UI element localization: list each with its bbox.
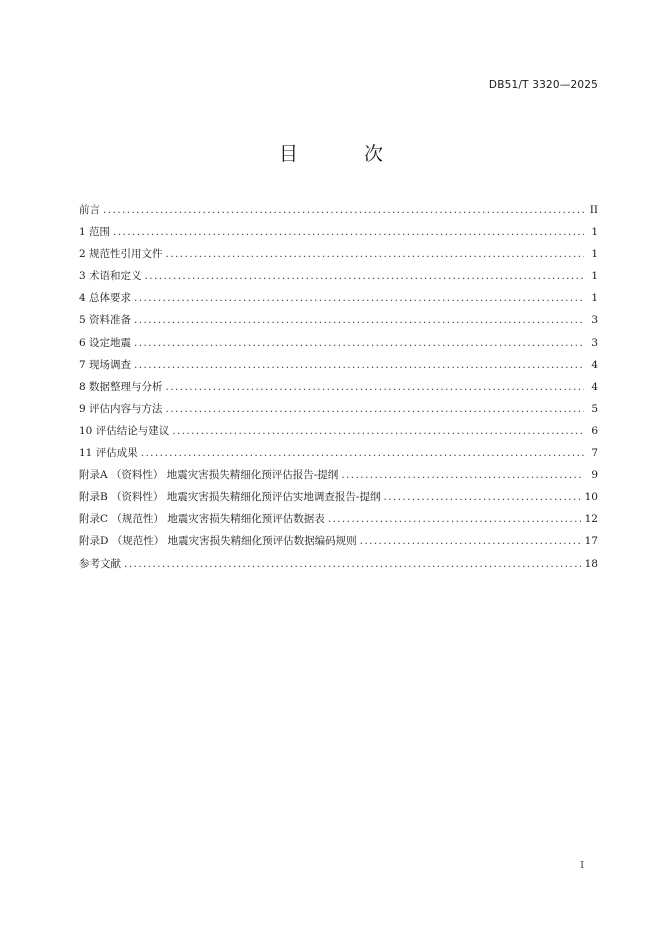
toc-leader-dots [341,464,584,486]
toc-entry-label: 9 评估内容与方法 [79,402,163,415]
toc-entry-bibliography[interactable] [79,553,598,575]
toc-leader-dots [166,376,584,398]
toc-leader-dots [166,243,584,265]
toc-entry-label: 1 范围 [79,226,111,239]
toc-entry-page: II [589,204,598,216]
toc-entry-appendix-b[interactable] [79,486,598,508]
toc-leader-dots [124,553,581,575]
toc-entry-label: 附录A （资料性） 地震灾害损失精细化预评估报告-提纲 [79,469,339,482]
toc-entry-page: 10 [584,491,598,504]
toc-entry-label: 前言 [79,204,100,216]
toc-entry-field-survey[interactable] [79,354,598,376]
toc-entry-scope[interactable] [79,221,598,243]
toc-entry-appendix-c[interactable] [79,508,598,530]
toc-leader-dots [328,508,581,530]
toc-leader-dots [383,486,580,508]
toc-entry-scenario-earthquake[interactable] [79,332,598,354]
toc-entry-results[interactable] [79,442,598,464]
toc-entry-label: 参考文献 [79,557,121,570]
toc-entry-page: 1 [591,248,598,261]
toc-entry-page: 4 [591,380,598,393]
toc-entry-page: 9 [591,469,598,482]
toc-entry-label: 8 数据整理与分析 [79,380,163,393]
toc-entry-label: 4 总体要求 [79,292,132,305]
toc-entry-label: 6 设定地震 [79,336,132,349]
toc-entry-general-requirements[interactable] [79,287,598,309]
toc-entry-label: 附录D （规范性） 地震灾害损失精细化预评估数据编码规则 [79,535,357,548]
page-title: 目 次 [278,143,414,165]
toc-entry-label: 11 评估成果 [79,447,138,460]
toc-entry-conclusions[interactable] [79,420,598,442]
toc-entry-label: 附录B （资料性） 地震灾害损失精细化预评估实地调查报告-提纲 [79,491,381,504]
toc-entry-page: 4 [591,358,598,371]
toc-entry-page: 17 [584,535,598,548]
document-code: DB51/T 3320—2025 [488,79,598,91]
toc-entry-normative-references[interactable] [79,243,598,265]
toc-entry-label: 7 现场调查 [79,358,132,371]
toc-entry-data-preparation[interactable] [79,309,598,331]
toc-leader-dots [172,420,584,442]
toc-entry-page: 6 [591,424,598,437]
toc-leader-dots [134,287,584,309]
toc-leader-dots [145,265,584,287]
toc-entry-data-analysis[interactable] [79,376,598,398]
toc-entry-page: 1 [591,292,598,305]
toc-entry-label: 附录C （规范性） 地震灾害损失精细化预评估数据表 [79,513,325,526]
toc-entry-label: 3 术语和定义 [79,270,142,283]
toc-entry-page: 5 [591,402,598,415]
toc-entry-page: 7 [591,447,598,460]
toc-entry-foreword[interactable] [79,199,598,221]
toc-entry-page: 3 [591,314,598,327]
toc-leader-dots [360,530,581,552]
toc-entry-label: 5 资料准备 [79,314,132,327]
toc-leader-dots [113,221,584,243]
toc-entry-label: 2 规范性引用文件 [79,248,163,261]
toc-entry-assessment-methods[interactable] [79,398,598,420]
toc-entry-appendix-d[interactable] [79,530,598,552]
toc-leader-dots [166,398,584,420]
toc-entry-label: 10 评估结论与建议 [79,424,170,437]
toc-entry-page: 1 [591,270,598,283]
toc-entry-page: 18 [584,557,598,570]
toc-entry-page: 12 [584,513,598,526]
toc-leader-dots [134,309,584,331]
page-number: I [580,860,584,871]
toc-entry-terms-definitions[interactable] [79,265,598,287]
toc-leader-dots [141,442,584,464]
toc-leader-dots [103,199,584,221]
toc-entry-appendix-a[interactable] [79,464,598,486]
toc-entry-page: 3 [591,336,598,349]
toc-entry-page: 1 [591,226,598,239]
toc-leader-dots [134,332,584,354]
table-of-contents [79,199,598,575]
toc-leader-dots [134,354,584,376]
